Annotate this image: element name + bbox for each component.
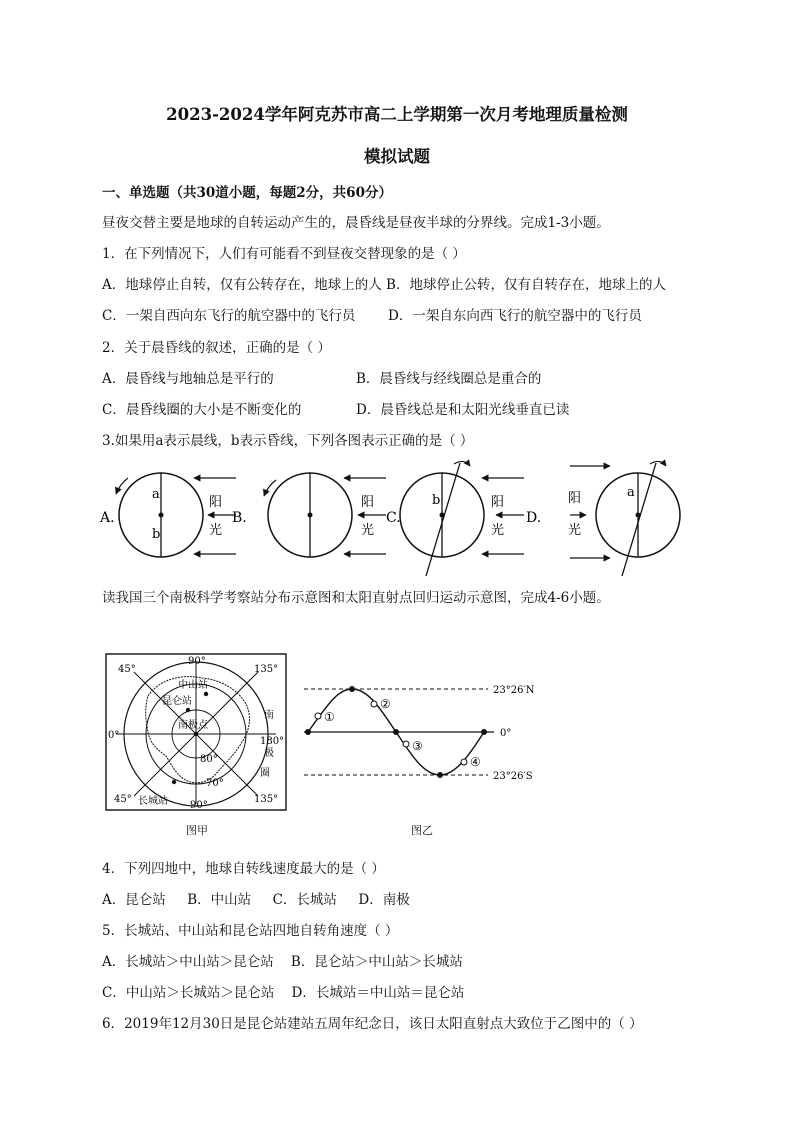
q3-d-letter-a: a <box>627 485 635 500</box>
label-equator: 0° <box>500 728 512 739</box>
deg-135-top-right: 135° <box>254 664 279 675</box>
zhongshan-station-marker <box>204 692 208 696</box>
q2-option-c: C．晨昏线圈的大小是不断变化的 <box>102 402 302 418</box>
south-pole-marker <box>194 732 198 736</box>
rotation-arrow-icon <box>454 461 470 466</box>
q2-option-a: A．晨昏线与地轴总是平行的 <box>102 371 274 387</box>
deg-45-bottom-left: 45° <box>114 794 132 805</box>
label-antarctic-circle-3: 圈 <box>260 768 270 779</box>
deg-90-top: 90° <box>188 656 206 667</box>
q3-a-letter-b: b <box>152 527 161 542</box>
q2-option-b: B．晨昏线与经线圈总是重合的 <box>356 371 542 387</box>
point-2-label: ② <box>380 697 391 711</box>
q5-options-ab: A．长城站＞中山站＞昆仑站 B．昆仑站＞中山站＞长城站 <box>102 954 463 970</box>
q3-label-a: A. <box>100 510 115 526</box>
label-tropic-north: 23°26′N <box>493 685 535 696</box>
rotation-arrow-icon <box>650 461 666 466</box>
section-heading: 一、单选题（共30道小题，每题2分，共60分） <box>102 185 392 201</box>
deg-90-bottom: 90° <box>190 800 208 811</box>
q3-a-sun-2: 光 <box>209 523 223 538</box>
q3-figure <box>96 458 696 576</box>
q3-b-sun-2: 光 <box>361 523 375 538</box>
q1-options-ab: A．地球停止自转，仅有公转存在，地球上的人 B．地球停止公转，仅有自转存在，地球上的人 <box>102 277 666 293</box>
q6-stem: 6．2019年12月30日是昆仑站建站五周年纪念日，该日太阳直射点大致位于乙图中的（ ） <box>102 1016 643 1032</box>
q5-stem: 5．长城站、中山站和昆仑站四地自转角速度（ ） <box>102 923 399 939</box>
q3-b-sun-1: 阳 <box>361 495 375 510</box>
q4-options: A．昆仑站 B．中山站 C．长城站 D．南极 <box>102 892 410 908</box>
deg-0: 0° <box>108 730 120 741</box>
intro-1-3: 昼夜交替主要是地球的自转运动产生的，晨昏线是昼夜半球的分界线。完成1-3小题。 <box>102 215 610 231</box>
label-south-pole: 南极点 <box>178 720 208 731</box>
caption-yi: 图乙 <box>411 824 433 837</box>
q3-a-letter-a: a <box>152 487 160 502</box>
label-antarctic-circle-1: 南 <box>264 710 274 721</box>
deg-80: 80° <box>200 754 218 765</box>
changcheng-station-marker <box>172 780 176 784</box>
kunlun-station-marker <box>186 708 190 712</box>
q5-options-cd: C．中山站＞长城站＞昆仑站 D．长城站＝中山站＝昆仑站 <box>102 985 465 1001</box>
q2-option-d: D．晨昏线总是和太阳光线垂直已读 <box>356 402 570 418</box>
q3-stem: 3.如果用a表示晨线，b表示昏线，下列各图表示正确的是（ ） <box>102 433 474 449</box>
page-title-line2: 模拟试题 <box>364 147 430 166</box>
point-3-label: ③ <box>412 739 423 753</box>
q3-a-sun-1: 阳 <box>209 495 223 510</box>
deg-180: 180° <box>260 736 285 747</box>
q1-option-c: C．一架自西向东飞行的航空器中的飞行员 <box>102 308 356 324</box>
figure-yi-sun-path <box>298 676 548 788</box>
deg-45-top-left: 45° <box>118 664 136 675</box>
q3-c-letter-b: b <box>432 493 441 508</box>
label-zhongshan: 中山站 <box>178 680 208 691</box>
deg-70: 70° <box>206 778 224 789</box>
q2-stem: 2．关于晨昏线的叙述，正确的是（ ） <box>102 340 331 356</box>
q3-c-sun-1: 阳 <box>491 495 505 510</box>
figure-jia-antarctic-map <box>104 652 288 812</box>
point-1-label: ① <box>324 710 335 724</box>
q4-stem: 4．下列四地中，地球自转线速度最大的是（ ） <box>102 861 385 877</box>
page-title-line1: 2023-2024学年阿克苏市高二上学期第一次月考地理质量检测 <box>166 105 628 124</box>
label-changcheng: 长城站 <box>138 796 168 807</box>
q1-stem: 1．在下列情况下，人们有可能看不到昼夜交替现象的是（ ） <box>102 246 466 262</box>
point-4-label: ④ <box>470 755 481 769</box>
q1-option-d: D．一架自东向西飞行的航空器中的飞行员 <box>388 308 642 324</box>
q3-d-sun-1: 阳 <box>568 491 582 506</box>
caption-jia: 图甲 <box>186 824 208 837</box>
q3-label-c: C. <box>386 510 401 526</box>
label-antarctic-circle-2: 极 <box>264 748 274 759</box>
label-kunlun: 昆仑站 <box>162 696 192 707</box>
q3-d-sun-2: 光 <box>568 523 582 538</box>
intro-4-6: 读我国三个南极科学考察站分布示意图和太阳直射点回归运动示意图，完成4-6小题。 <box>102 590 610 606</box>
deg-135-bottom-right: 135° <box>254 794 279 805</box>
q3-label-d: D. <box>526 510 542 526</box>
q3-label-b: B. <box>232 510 247 526</box>
label-tropic-south: 23°26′S <box>493 771 533 782</box>
q3-c-sun-2: 光 <box>491 523 505 538</box>
